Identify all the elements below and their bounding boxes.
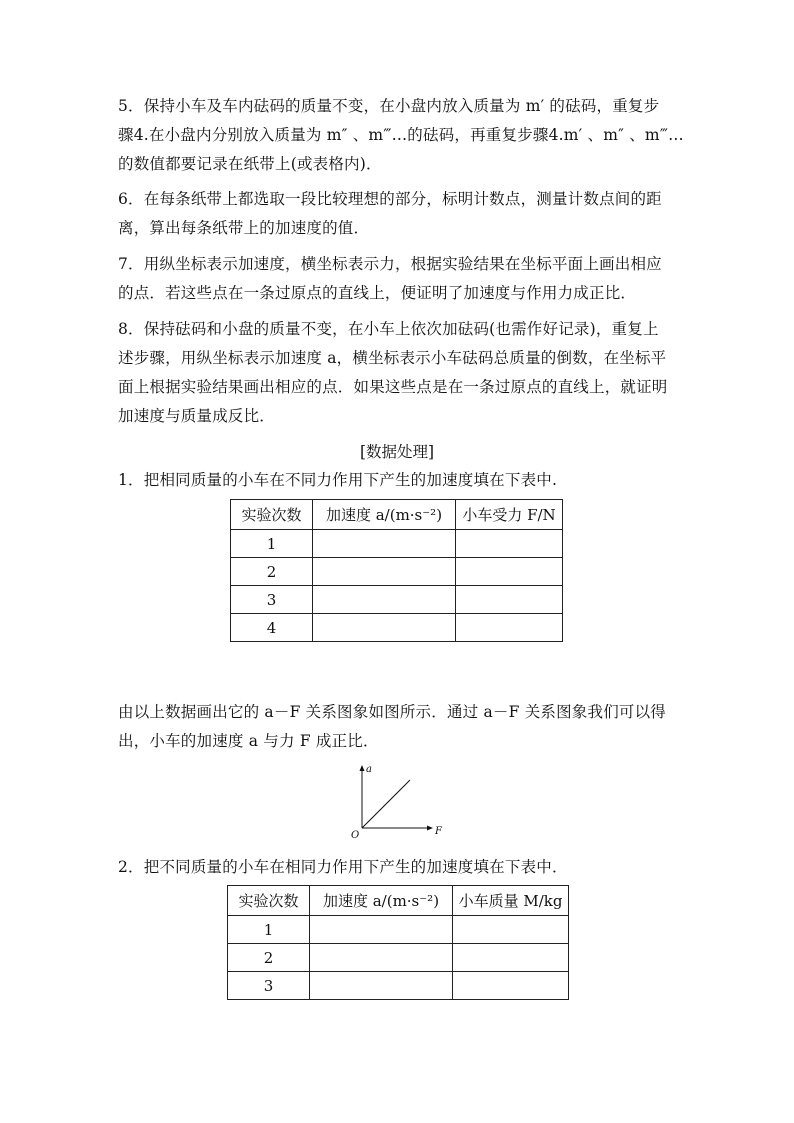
mass-cell: [453, 916, 569, 944]
step-7: [118, 250, 678, 308]
header-trial-number: 实验次数: [231, 500, 313, 530]
step-6: [118, 185, 678, 243]
header-acceleration: 加速度 a/(m·s⁻²): [310, 886, 453, 916]
table-header-row: [228, 886, 569, 916]
proportional-line: [362, 780, 410, 828]
force-cell: [456, 586, 563, 614]
acceleration-cell: [313, 558, 456, 586]
origin-label: O: [351, 830, 360, 841]
step-5-line-2: 骤4.在小盘内分别放入质量为 m″ 、m‴…的砝码，再重复步骤4.m′ 、m″ 、m‴…: [118, 126, 684, 144]
acceleration-cell: [310, 972, 453, 1000]
force-cell: [456, 614, 563, 642]
conclusion-line-2: 出，小车的加速度 a 与力 F 成正比．: [118, 732, 379, 750]
section-title: [数据处理]: [359, 443, 435, 461]
part1-intro-text: 1．把相同质量的小车在不同力作用下产生的加速度填在下表中.: [118, 471, 558, 489]
step-6-line-1: 6．在每条纸带上都选取一段比较理想的部分，标明计数点，测量计数点间的距: [118, 190, 662, 208]
acceleration-cell: [313, 614, 456, 642]
step-8: [118, 315, 678, 431]
header-force: 小车受力 F/N: [456, 500, 563, 530]
table-row: [231, 530, 563, 558]
table-row: [228, 916, 569, 944]
step-7-line-1: 7．用纵坐标表示加速度，横坐标表示力，根据实验结果在坐标平面上画出相应: [118, 255, 662, 273]
step-5-line-1: 5．保持小车及车内砝码的质量不变，在小盘内放入质量为 m′ 的砝码，重复步: [118, 97, 660, 115]
acceleration-cell: [310, 916, 453, 944]
table-row: [231, 614, 563, 642]
trial-number-cell: 2: [231, 558, 313, 586]
table-force-acceleration: [230, 499, 563, 642]
trial-number-cell: 3: [228, 972, 310, 1000]
step-8-line-1: 8．保持砝码和小盘的质量不变，在小车上依次加砝码(也需作好记录)，重复上: [118, 320, 659, 338]
trial-number-cell: 2: [228, 944, 310, 972]
table-row: [231, 558, 563, 586]
acceleration-cell: [313, 530, 456, 558]
step-8-line-4: 加速度与质量成反比．: [118, 407, 276, 425]
x-axis-label: F: [435, 826, 442, 837]
trial-number-cell: 3: [231, 586, 313, 614]
header-acceleration: 加速度 a/(m·s⁻²): [313, 500, 456, 530]
x-axis-arrow-icon: [427, 826, 433, 831]
step-7-line-2: 的点．若这些点在一条过原点的直线上，便证明了加速度与作用力成正比．: [118, 284, 637, 302]
conclusion-line-1: 由以上数据画出它的 a－F 关系图象如图所示．通过 a－F 关系图象我们可以得: [118, 703, 667, 721]
trial-number-cell: 4: [231, 614, 313, 642]
trial-number-cell: 1: [228, 916, 310, 944]
table-row: [231, 586, 563, 614]
y-axis-label: a: [366, 764, 372, 775]
y-axis-arrow-icon: [360, 765, 365, 771]
trial-number-cell: 1: [231, 530, 313, 558]
a-f-graph: [346, 762, 446, 842]
mass-cell: [453, 944, 569, 972]
step-8-line-3: 面上根据实验结果画出相应的点．如果这些点是在一条过原点的直线上，就证明: [118, 378, 668, 396]
step-5: [118, 92, 684, 179]
part2-intro: [118, 853, 678, 882]
acceleration-cell: [313, 586, 456, 614]
step-5-line-3: 的数值都要记录在纸带上(或表格内)．: [118, 155, 382, 173]
header-mass: 小车质量 M/kg: [453, 886, 569, 916]
table-row: [228, 944, 569, 972]
part1-conclusion: [118, 698, 688, 756]
force-cell: [456, 558, 563, 586]
table-header-row: [231, 500, 563, 530]
acceleration-cell: [310, 944, 453, 972]
table-mass-acceleration: [227, 885, 569, 1000]
step-6-line-2: 离，算出每条纸带上的加速度的值．: [118, 219, 370, 237]
step-8-line-2: 述步骤，用纵坐标表示加速度 a，横坐标表示小车砝码总质量的倒数，在坐标平: [118, 349, 667, 367]
part2-intro-text: 2．把不同质量的小车在相同力作用下产生的加速度填在下表中．: [118, 858, 568, 876]
table-row: [228, 972, 569, 1000]
mass-cell: [453, 972, 569, 1000]
part1-intro: [118, 466, 678, 495]
force-cell: [456, 530, 563, 558]
header-trial-number: 实验次数: [228, 886, 310, 916]
